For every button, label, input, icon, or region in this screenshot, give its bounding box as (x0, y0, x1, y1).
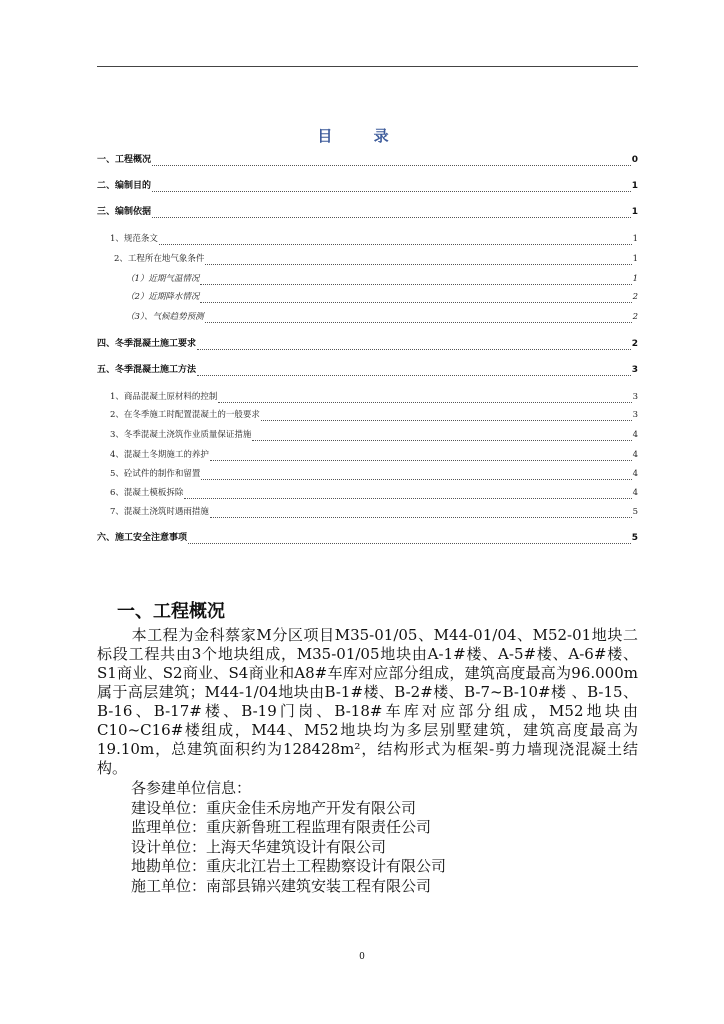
toc-leader (210, 509, 632, 518)
toc-leader (152, 209, 631, 218)
toc-entry-label: 5、砼试件的制作和留置 (110, 469, 201, 479)
toc-entry[interactable] (126, 289, 638, 303)
toc-entry-page: 4 (632, 450, 638, 460)
page-number: 0 (359, 952, 365, 962)
toc-leader (197, 367, 631, 376)
participants-intro: 各参建单位信息： (131, 779, 252, 797)
toc-leader (252, 432, 631, 441)
toc-leader (188, 535, 631, 544)
toc-entry[interactable] (110, 389, 638, 403)
toc-entry-page: 4 (632, 430, 638, 440)
header-rule (97, 66, 638, 67)
toc-entry-label: 2、工程所在地气象条件 (114, 254, 205, 264)
toc-leader (261, 412, 632, 421)
toc-entry-label: 7、混凝土浇筑时遇雨措施 (110, 507, 209, 517)
toc-entry-page: 2 (631, 339, 638, 349)
toc-entry-page: 4 (632, 488, 638, 498)
toc-leader (200, 276, 631, 285)
section-heading: 一、工程概况 (117, 601, 225, 622)
toc-entry-label: 一、工程概况 (97, 155, 152, 165)
participant-line: 设计单位：上海天华建筑设计有限公司 (131, 837, 387, 856)
toc-entry-label: 五、冬季混凝土施工方法 (97, 365, 197, 375)
toc-entry-label: 六、施工安全注意事项 (97, 533, 188, 543)
toc-leader (200, 294, 631, 303)
toc-leader (205, 314, 632, 323)
toc-entry[interactable] (97, 530, 638, 544)
toc-entry[interactable] (110, 504, 638, 518)
toc-entry-page: 0 (631, 155, 638, 165)
toc-entry[interactable] (97, 178, 638, 192)
toc-leader (201, 471, 631, 480)
toc-entry[interactable] (97, 204, 638, 218)
toc-entry[interactable] (126, 309, 638, 323)
toc-entry-label: 四、冬季混凝土施工要求 (97, 339, 197, 349)
toc-entry-page: 4 (632, 469, 638, 479)
toc-entry-label: 1、商品混凝土原材料的控制 (110, 392, 218, 402)
paragraph-text: 本工程为金科蔡家M分区项目M35-01/05、M44-01/04、M52-01地块二标段工程共由3个地块组成，M35-01/05地块由A-1#楼、A-5#楼、A-6#楼、S1商业、S2商业、S4商业和A8#车库对应部分组成，建筑高度最高为96.000m属于高层建筑；M44-1/04地块由B-1#楼、B-2#楼、B-7~B-10#楼 、B-15、B-16、B-17#楼、B-19门岗、B-18#车库对应部分组成，M52地块由C10~C16#楼组成，M44、M52地块均为多层别墅建筑，建筑高度最高为19.10m，总建筑面积约为128428m²，结构形式为框架-剪力墙现浇混凝土结构。 (97, 626, 638, 777)
toc-entry-page: 5 (632, 507, 638, 517)
toc-entry-page: 1 (631, 181, 638, 191)
toc-leader (197, 341, 631, 350)
toc-entry[interactable] (97, 336, 638, 350)
toc-entry-label: （3）、气候趋势预测 (126, 312, 204, 322)
participant-line: 地勘单位：重庆北江岩土工程勘察设计有限公司 (131, 857, 447, 875)
toc-entry[interactable] (110, 466, 638, 480)
toc-entry[interactable] (110, 407, 638, 421)
toc-entry-page: 2 (632, 292, 638, 302)
toc-entry-page: 1 (632, 274, 638, 284)
toc-entry[interactable] (110, 427, 638, 441)
toc-entry-page: 5 (631, 533, 638, 543)
toc-entry[interactable] (126, 271, 638, 285)
toc-entry[interactable] (97, 362, 638, 376)
toc-entry[interactable] (97, 152, 638, 166)
toc-entry[interactable] (110, 447, 638, 461)
participants-list (131, 779, 446, 896)
toc-leader (159, 236, 632, 245)
toc-entry-page: 1 (632, 234, 638, 244)
toc-entry-page: 3 (631, 365, 638, 375)
toc-entry-page: 1 (632, 254, 638, 264)
toc-entry[interactable] (110, 231, 638, 245)
toc-leader (205, 256, 631, 265)
toc-entry-label: 1、规范条文 (110, 234, 158, 244)
toc-title: 目 录 (317, 127, 407, 145)
toc-leader (152, 157, 631, 166)
toc-entry-label: 三、编制依据 (97, 207, 152, 217)
toc-entry-label: 2、在冬季施工时配置混凝土的一般要求 (110, 410, 260, 420)
participant-line: 监理单位：重庆新鲁班工程监理有限责任公司 (131, 818, 432, 836)
toc-entry-page: 3 (632, 410, 638, 420)
toc-leader (184, 490, 631, 499)
toc-entry[interactable] (110, 485, 638, 499)
toc-leader (218, 394, 631, 403)
toc-entry-page: 3 (632, 392, 638, 402)
toc-entry-label: 3、冬季混凝土浇筑作业质量保证措施 (110, 430, 252, 440)
toc-entry-label: 6、混凝土模板拆除 (110, 488, 184, 498)
body-paragraph (97, 626, 638, 778)
participant-line: 建设单位：重庆金佳禾房地产开发有限公司 (131, 798, 417, 817)
participant-line: 施工单位：南部县锦兴建筑安装工程有限公司 (131, 876, 432, 895)
toc-entry[interactable] (114, 251, 638, 265)
toc-entry-label: （1）近期气温情况 (126, 274, 200, 284)
toc-leader (210, 452, 632, 461)
toc-entry-page: 2 (632, 312, 638, 322)
toc-leader (152, 183, 631, 192)
toc-entry-label: 二、编制目的 (97, 181, 152, 191)
toc-entry-label: 4、混凝土冬期施工的养护 (110, 450, 209, 460)
toc-entry-page: 1 (631, 207, 638, 217)
toc-entry-label: （2）近期降水情况 (126, 292, 200, 302)
